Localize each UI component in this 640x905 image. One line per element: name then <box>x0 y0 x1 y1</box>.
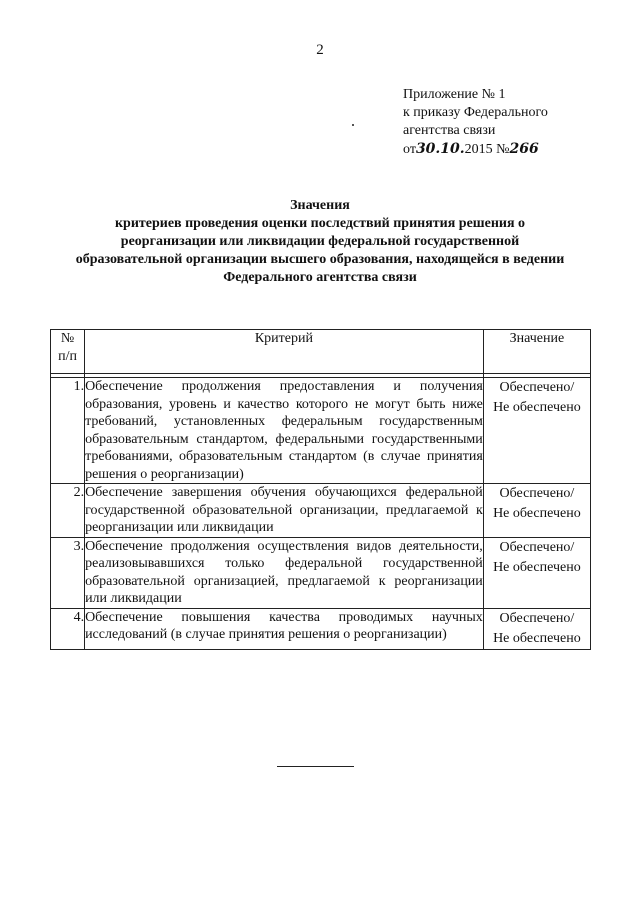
handwritten-date: 30.10. <box>415 141 465 157</box>
heading-line-3: реорганизации или ликвидации федеральной государственной <box>120 234 520 249</box>
table-row <box>51 537 591 608</box>
row-number: 4. <box>51 608 85 649</box>
appendix-agency: агентства связи <box>403 123 496 138</box>
criteria-table <box>50 329 591 650</box>
table-row <box>51 484 591 538</box>
row-number: 2. <box>51 484 85 538</box>
row-criterion: Обеспечение продолжения предоставления и получения образования, уровень и качество которого не могут быть ниже требований, установленных федеральным государственным образовательным стандартом, федеральными государственными требованиями, образовательным стандартом (в случае принятия решения о реорганизации) <box>85 379 483 482</box>
row-number: 1. <box>51 378 85 484</box>
header-value: Значение <box>483 330 590 374</box>
row-criterion: Обеспечение продолжения осуществления видов деятельности, реализовывавшихся только федеральной государственной образовательной организацией, предлагаемой к реорганизации или ликвидации <box>85 538 483 606</box>
date-year: 2015 <box>464 142 493 157</box>
heading-line-2: критериев проведения оценки последствий принятия решения о <box>114 216 526 231</box>
row-criterion: Обеспечение завершения обучения обучающихся федеральной государственной образовательной организации, предлагаемой к реорганизации или ликвидации <box>85 485 483 535</box>
heading-line-5: Федерального агентства связи <box>223 270 417 285</box>
table-row <box>51 608 591 649</box>
appendix-date-line <box>403 140 548 159</box>
page-number: 2 <box>316 42 324 58</box>
appendix-order-ref: к приказу Федерального <box>403 105 548 120</box>
header-criterion: Критерий <box>85 330 484 374</box>
number-prefix: № <box>496 142 510 157</box>
appendix-block <box>403 86 548 159</box>
heading-line-4: образовательной организации высшего образования, находящейся в ведении <box>75 252 565 267</box>
closing-rule <box>277 766 354 767</box>
document-heading <box>50 197 590 287</box>
heading-title: Значения <box>290 198 350 213</box>
handwritten-number: 266 <box>509 141 539 157</box>
row-value: Обеспечено/ Не обеспечено <box>483 537 590 608</box>
row-criterion: Обеспечение повышения качества проводимых научных исследований (в случае принятия решения о реорганизации) <box>85 608 484 649</box>
date-prefix: от <box>403 142 416 157</box>
row-value: Обеспечено/ Не обеспечено <box>483 484 590 538</box>
row-value: Обеспечено/ Не обеспечено <box>483 608 590 649</box>
header-number: № п/п <box>51 330 85 374</box>
scan-speck <box>352 124 354 126</box>
row-number: 3. <box>51 537 85 608</box>
appendix-title: Приложение № 1 <box>403 87 506 102</box>
row-value: Обеспечено/ Не обеспечено <box>483 378 590 484</box>
table-header-row <box>51 330 591 374</box>
table-row <box>51 378 591 484</box>
